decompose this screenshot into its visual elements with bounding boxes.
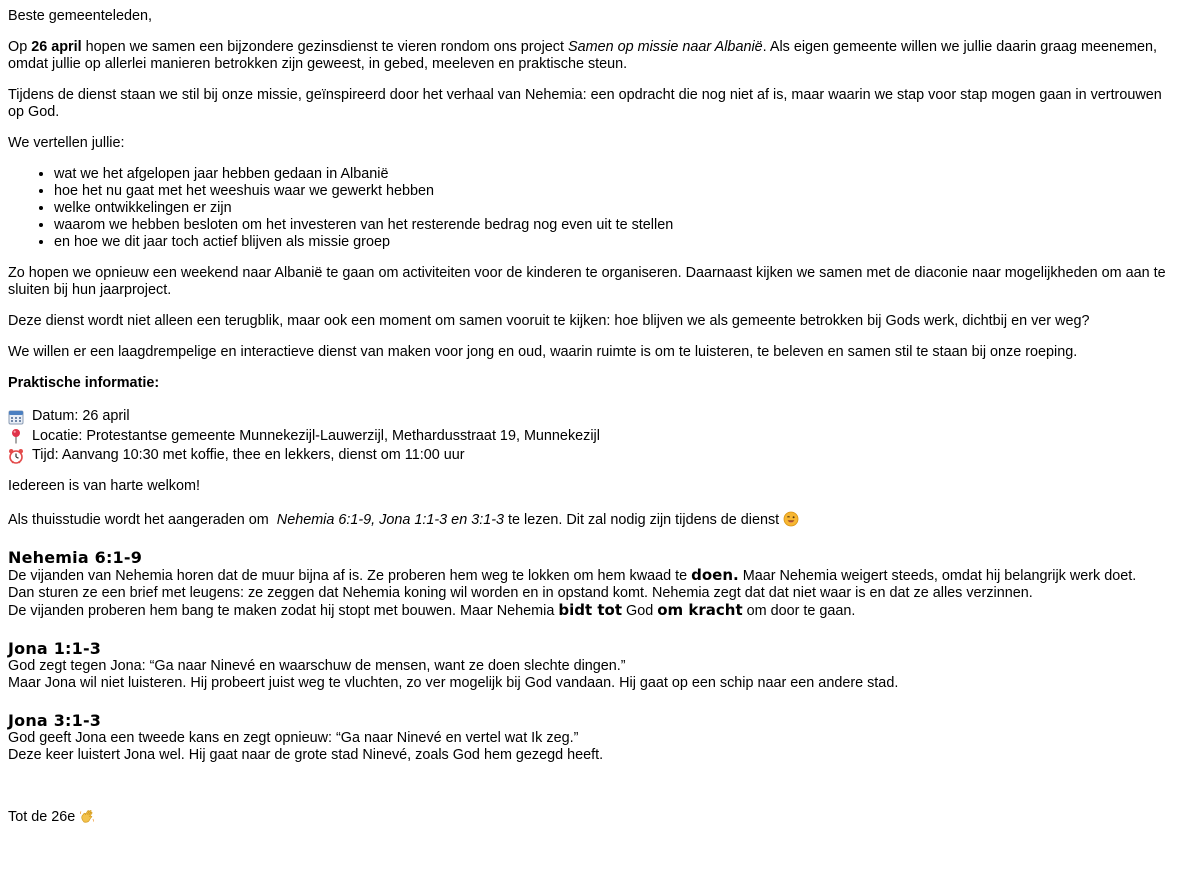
service-date: 26 april bbox=[31, 39, 82, 55]
lookahead-paragraph: Deze dienst wordt niet alleen een terugblik, maar ook een moment om samen vooruit te kijken: hoe blijven we als gemeente betrokken bij Gods werk, dichtbij en ver weg? bbox=[8, 313, 1090, 329]
welcome-text: Iedereen is van harte welkom! bbox=[8, 477, 200, 494]
time-text: Tijd: Aanvang 10:30 met koffie, thee en lekkers, dienst om 11:00 uur bbox=[32, 447, 465, 464]
jona-1-line-2: Maar Jona wil niet luisteren. Hij probeert juist weg te vluchten, zo ver mogelijk bij God vandaan. Hij gaat op een schip naar een andere stad. bbox=[8, 674, 899, 691]
jona-3-line-1: God geeft Jona een tweede kans en zegt opnieuw: “Ga naar Ninevé en vertel wat Ik zeg.” bbox=[8, 729, 579, 746]
location-text: Locatie: Protestantse gemeente Munnekezijl-Lauwerzijl, Methardusstraat 19, Munnekezijl bbox=[32, 427, 600, 444]
list-item: • welke ontwikkelingen er zijn bbox=[54, 200, 1173, 217]
nehemia-line-3: De vijanden proberen hem bang te maken zodat hij stopt met bouwen. Maar Nehemia bidt tot God om kracht om door te gaan. bbox=[8, 600, 856, 619]
list-item: • hoe het nu gaat met het weeshuis waar we gewerkt hebben bbox=[54, 183, 1173, 200]
jona-1-line-1: God zegt tegen Jona: “Ga naar Ninevé en waarschuw de mensen, want ze doen slechte dingen.” bbox=[8, 657, 626, 674]
nehemia-paragraph: Tijdens de dienst staan we stil bij onze missie, geïnspireerd door het verhaal van Nehemia: een opdracht die nog niet af is, maar waarin we stap voor stap mogen gaan in vertrouwen op God. bbox=[8, 87, 1162, 120]
jona-3-line-2: Deze keer luistert Jona wel. Hij gaat naar de grote stad Ninevé, zoals God hem gezegd heeft. bbox=[8, 746, 604, 763]
nehemia-section bbox=[8, 548, 1173, 620]
greeting: Beste gemeenteleden, bbox=[8, 8, 153, 24]
home-study-paragraph: Als thuisstudie wordt het aangeraden om Nehemia 6:1-9, Jona 1:1-3 en 3:1-3 te lezen. Dit zal nodig zijn tijdens de dienst bbox=[8, 511, 1173, 529]
practical-heading: Praktische informatie: bbox=[8, 375, 160, 391]
bible-references: Nehemia 6:1-9, Jona 1:1-3 en 3:1-3 bbox=[276, 511, 504, 528]
jona-3-section bbox=[8, 711, 1173, 764]
nehemia-line-1: De vijanden van Nehemia horen dat de muur bijna af is. Ze proberen hem weg te lokken om hem kwaad te doen. Maar Nehemia weigert steeds, omdat hij belangrijk werk doet. bbox=[8, 565, 1137, 584]
date-line bbox=[8, 407, 1173, 427]
waving-hand-icon bbox=[79, 808, 95, 824]
intro-paragraph: Op 26 april hopen we samen een bijzondere gezinsdienst te vieren rondom ons project Samen op missie naar Albanië. Als eigen gemeente willen we jullie daarin graag meenemen, omdat jullie op allerlei manieren betrokken zijn geweest, in gebed, meeleven en praktische steun. bbox=[8, 39, 1158, 72]
list-item: • en hoe we dit jaar toch actief blijven als missie groep bbox=[54, 234, 1173, 251]
closing-line: Tot de 26e bbox=[8, 808, 1173, 826]
pin-icon bbox=[8, 428, 24, 444]
date-text: Datum: 26 april bbox=[32, 408, 130, 425]
location-line bbox=[8, 427, 1173, 447]
jona-1-section bbox=[8, 639, 1173, 692]
list-item: • waarom we hebben besloten om het investeren van het resterende bedrag nog even uit te stellen bbox=[54, 217, 1173, 234]
time-line bbox=[8, 446, 1173, 466]
jona-1-title: Jona 1:1-3 bbox=[8, 638, 102, 658]
interactive-paragraph: We willen er een laagdrempelige en interactieve dienst van maken voor jong en oud, waarin ruimte is om te luisteren, te beleven en samen stil te staan bij onze roeping. bbox=[8, 344, 1078, 360]
list-item: • wat we het afgelopen jaar hebben gedaan in Albanië bbox=[54, 166, 1173, 183]
weekend-paragraph: Zo hopen we opnieuw een weekend naar Albanië te gaan om activiteiten voor de kinderen te organiseren. Daarnaast kijken we samen met de diaconie naar mogelijkheden om aan te sluiten bij hun jaarproject. bbox=[8, 265, 1166, 298]
project-name: Samen op missie naar Albanië bbox=[568, 39, 763, 55]
topics-list bbox=[8, 166, 1173, 251]
we-tell-you: We vertellen jullie: bbox=[8, 135, 125, 151]
alarm-clock-icon bbox=[8, 448, 24, 464]
nehemia-line-2: Dan sturen ze een brief met leugens: ze zeggen dat Nehemia koning wil worden en in opstand komt. Nehemia zegt dat dat niet waar is en dat ze alles verzinnen. bbox=[8, 584, 1033, 601]
jona-3-title: Jona 3:1-3 bbox=[8, 710, 102, 730]
winking-face-icon bbox=[783, 511, 799, 527]
nehemia-title: Nehemia 6:1-9 bbox=[8, 547, 143, 567]
calendar-icon bbox=[8, 409, 24, 425]
practical-info bbox=[8, 407, 1173, 466]
